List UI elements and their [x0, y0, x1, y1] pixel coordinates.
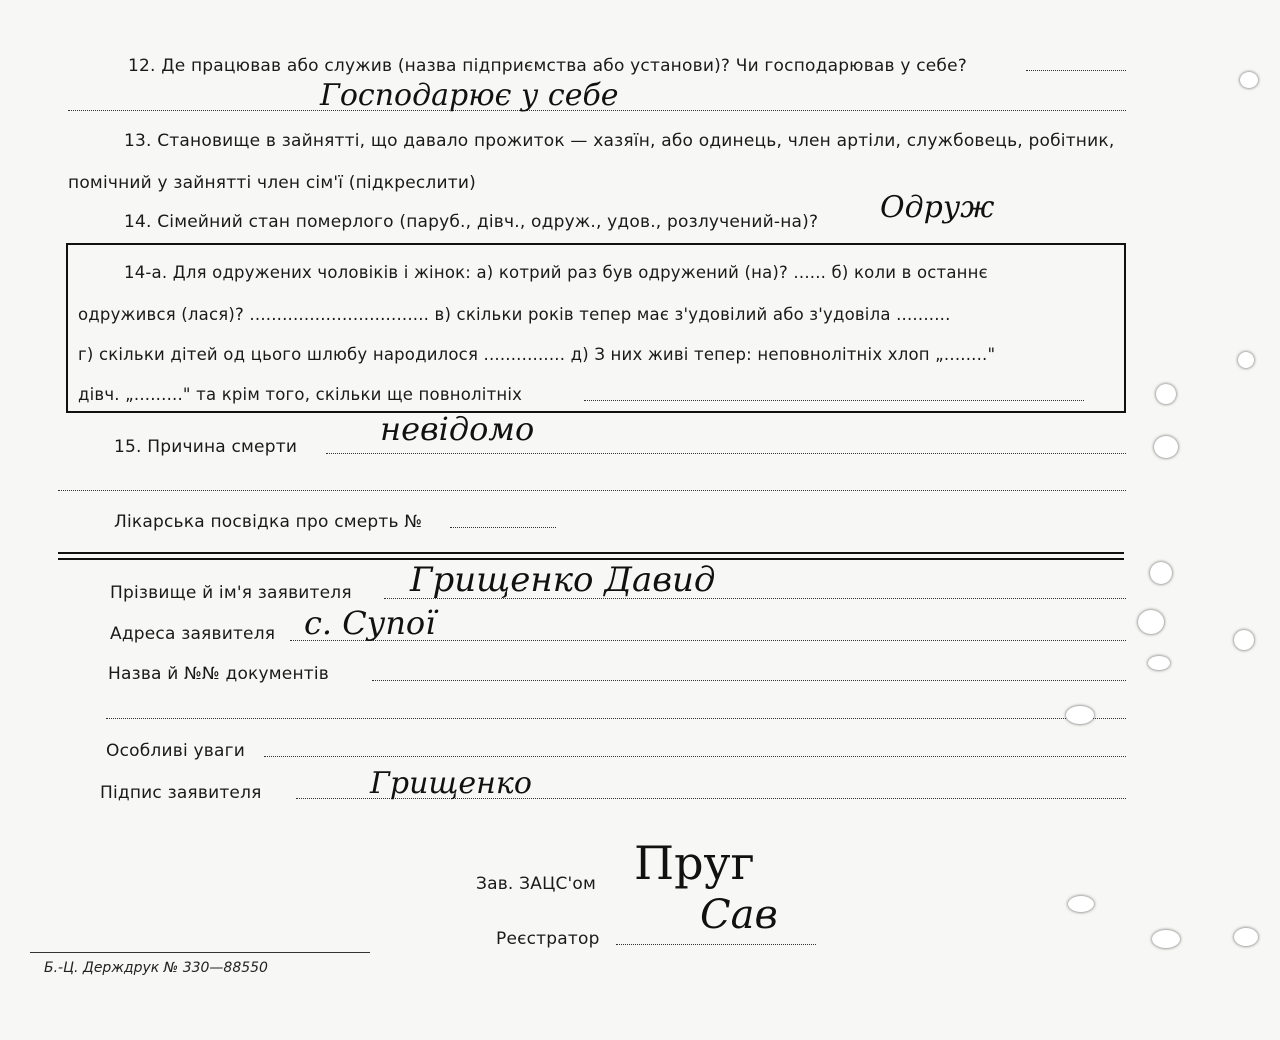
q14-label: 14. Сімейний стан померлого (паруб., дівч., одруж., удов., розлучений-на)?: [124, 212, 819, 232]
punch-hole: [1138, 610, 1164, 634]
punch-hole: [1068, 896, 1094, 912]
punch-hole: [1150, 562, 1172, 584]
q14a-line3: г) скільки дітей од цього шлюбу народилося ............... д) З них живі тепер: неповнолітніх хлоп „........": [78, 345, 996, 364]
registrar-line: [616, 944, 816, 945]
punch-hole: [1234, 928, 1258, 946]
registrar-signature: Сав: [700, 892, 778, 938]
applicant-address-value: с. Супої: [304, 604, 436, 642]
q15-label: 15. Причина смерти: [114, 437, 298, 457]
notes-label: Особливі уваги: [106, 741, 245, 761]
q14a-adult-dotted-line: [584, 400, 1084, 401]
medical-cert-dotted-line: [450, 527, 556, 528]
punch-hole: [1154, 436, 1178, 458]
punch-hole: [1152, 930, 1180, 948]
q15-dotted-line: [326, 453, 1126, 454]
punch-hole: [1234, 630, 1254, 650]
q15-answer-line: [58, 490, 1126, 491]
punch-hole: [1148, 656, 1170, 670]
zags-head-label: Зав. ЗАЦС'ом: [476, 874, 597, 894]
q13-line1: 13. Становище в зайнятті, що давало прожиток — хазяїн, або одинець, член артіли, службовець, робітник,: [124, 131, 1115, 151]
printer-imprint: Б.-Ц. Держдрук № 330—88550: [44, 960, 268, 976]
signature-label: Підпис заявителя: [100, 783, 262, 803]
applicant-signature: Грищенко: [370, 766, 532, 801]
applicant-address-label: Адреса заявителя: [110, 624, 276, 644]
footer-rule: [30, 952, 370, 953]
q14-answer: Одруж: [880, 190, 995, 225]
q12-dotted-line: [1026, 70, 1126, 71]
punch-hole: [1238, 352, 1254, 368]
q14a-line2: одружився (лася)? ................................. в) скільки років тепер має з'удовілий або з'удовіла ..........: [78, 305, 951, 324]
q14a-line4: дівч. „........." та крім того, скільки ще повнолітніх: [78, 385, 523, 404]
medical-cert-label: Лікарська посвідка про смерть №: [114, 512, 423, 532]
registrar-label: Реєстратор: [496, 929, 600, 949]
notes-line: [264, 756, 1126, 757]
zags-head-signature: Пруг: [634, 836, 755, 890]
q13-line2: помічний у зайнятті член сім'ї (підкреслити): [68, 173, 476, 193]
applicant-name-value: Грищенко Давид: [410, 560, 716, 600]
documents-line: [372, 680, 1126, 681]
q12-label: 12. Де працював або служив (назва підприємства або установи)? Чи господарював у себе?: [128, 56, 967, 76]
documents-label: Назва й №№ документів: [108, 664, 330, 684]
q14a-line1: 14-а. Для одружених чоловіків і жінок: а) котрий раз був одружений (на)? ...... б) коли в останнє: [124, 263, 988, 282]
applicant-name-label: Прізвище й ім'я заявителя: [110, 583, 352, 603]
documents-line-2: [106, 718, 1126, 719]
q12-answer: Господарює у себе: [320, 78, 619, 113]
q15-answer: невідомо: [380, 410, 535, 448]
punch-hole: [1156, 384, 1176, 404]
section-divider-top: [58, 552, 1124, 554]
punch-hole: [1066, 706, 1094, 724]
punch-hole: [1240, 72, 1258, 88]
